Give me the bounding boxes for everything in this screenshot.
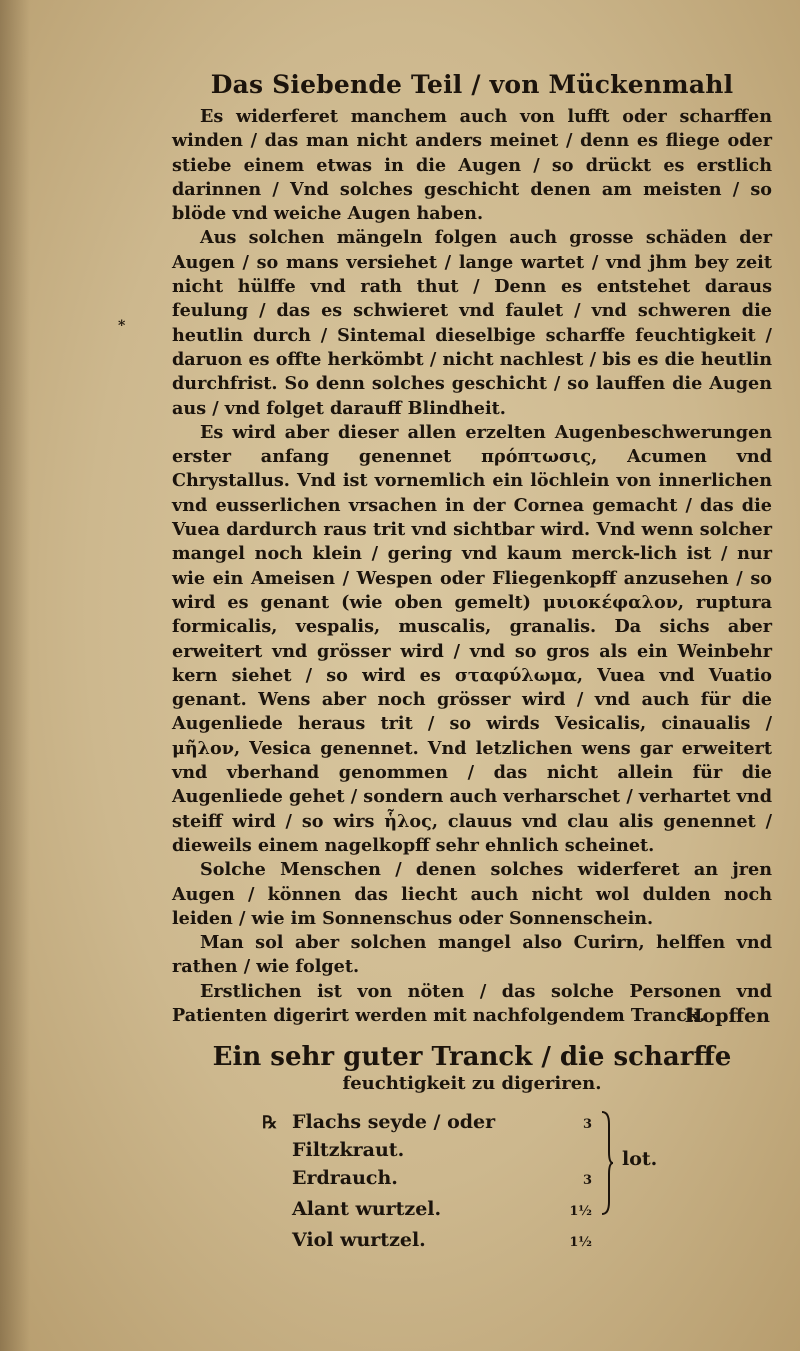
section-heading: Ein sehr guter Tranck / die scharffe bbox=[212, 1042, 732, 1073]
recipe-ingredient: Viol wurtzel. bbox=[292, 1229, 426, 1252]
recipe-ingredient: Alant wurtzel. bbox=[292, 1198, 442, 1221]
running-head: Das Siebende Teil / von Mückenmahl bbox=[210, 70, 734, 99]
paragraph-6: Erstlichen ist von nöten / das solche Personen vnd Patienten digerirt werden mit nachfolgendem Tranck. bbox=[172, 980, 772, 1026]
recipe-row bbox=[262, 1164, 652, 1195]
recipe-quantity: 1½ bbox=[569, 1235, 592, 1251]
paragraph-5: Man sol aber solchen mangel also Curirn, helffen vnd rathen / wie folget. bbox=[172, 932, 772, 978]
recipe-row bbox=[262, 1195, 652, 1226]
recipe-quantity: 1½ bbox=[569, 1204, 592, 1220]
rx-symbol: ℞ bbox=[262, 1113, 278, 1134]
section-subheading: feuchtigkeit zu digeriren. bbox=[342, 1073, 602, 1095]
recipe-row bbox=[262, 1226, 652, 1257]
catchword: Hopffen bbox=[684, 1005, 770, 1027]
page-gutter-shadow bbox=[0, 0, 30, 1351]
recipe-ingredient: Flachs seyde / oder Filtzkraut. bbox=[292, 1111, 496, 1162]
recipe-ingredient: Erdrauch. bbox=[292, 1167, 398, 1190]
paragraph-1: Es widerferet manchem auch von lufft oder scharffen winden / das man nicht anders meinet / denn es fliege oder stiebe einem etwas in die Augen / so drückt es erstlich darinnen / Vnd solches geschicht denen am meisten / so blöde vnd weiche Augen haben. bbox=[172, 106, 772, 225]
recipe-quantity: 3 bbox=[582, 1117, 592, 1133]
text-block bbox=[172, 70, 772, 1257]
paragraph-4: Solche Menschen / denen solches widerferet an jren Augen / können das liecht auch nicht wol dulden noch leiden / wie im Sonnenschus oder Sonnenschein. bbox=[172, 859, 772, 929]
recipe-row bbox=[262, 1108, 652, 1164]
paragraph-2: Aus solchen mängeln folgen auch grosse schäden der Augen / so mans versiehet / lange wartet / vnd jhm bey zeit nicht hülffe vnd rath thut / Denn es entstehet daraus feulung / das es schwieret vnd faulet / vnd schweren die heutlin durch / Sintemal dieselbige scharffe feuchtigkeit / daruon es offte herkömbt / nicht nachlest / bis es die heutlin durchfrist. So denn solches geschicht / so lauffen die Augen aus / vnd folget darauff Blindheit. bbox=[172, 227, 772, 419]
recipe-brace bbox=[600, 1110, 614, 1216]
recipe-unit: lot. bbox=[622, 1148, 658, 1171]
paragraph-3: Es wird aber dieser allen erzelten Augenbeschwerungen erster anfang genennet πρόπτωσις, Acumen vnd Chrystallus. Vnd ist vornemlich ein löchlein von innerlichen vnd eusserlichen vrsachen in der Cornea gemacht / das die Vuea dardurch raus trit vnd sichtbar wird. Vnd wenn solcher mangel noch klein / gering vnd kaum merck-lich ist / nur wie ein Ameisen / Wespen oder Fliegenkopff anzusehen / so wird es genant (wie oben gemelt) μυιοκέφαλον, ruptura formicalis, vespalis, muscalis, granalis. Da sichs aber erweitert vnd grösser wird / vnd so gros als ein Weinbehr kern siehet / so wird es σταφύλωμα, Vuea vnd Vuatio genant. Wens aber noch grösser wird / vnd auch für die Augenliede heraus trit / so wirds Vesicalis, cinaualis / μῆλον, Vesica genennet. Vnd letzlichen wens gar erweitert vnd vberhand genommen / das nicht allein für die Augenliede gehet / sondern auch verharschet / verhartet vnd steiff wird / so wirs ἧλος, clauus vnd clau alis genennet / dieweils einem nagelkopff sehr ehnlich scheinet. bbox=[172, 421, 772, 856]
margin-asterisk: * bbox=[118, 318, 126, 334]
recipe-quantity: 3 bbox=[582, 1173, 592, 1189]
recipe-list bbox=[262, 1108, 658, 1257]
